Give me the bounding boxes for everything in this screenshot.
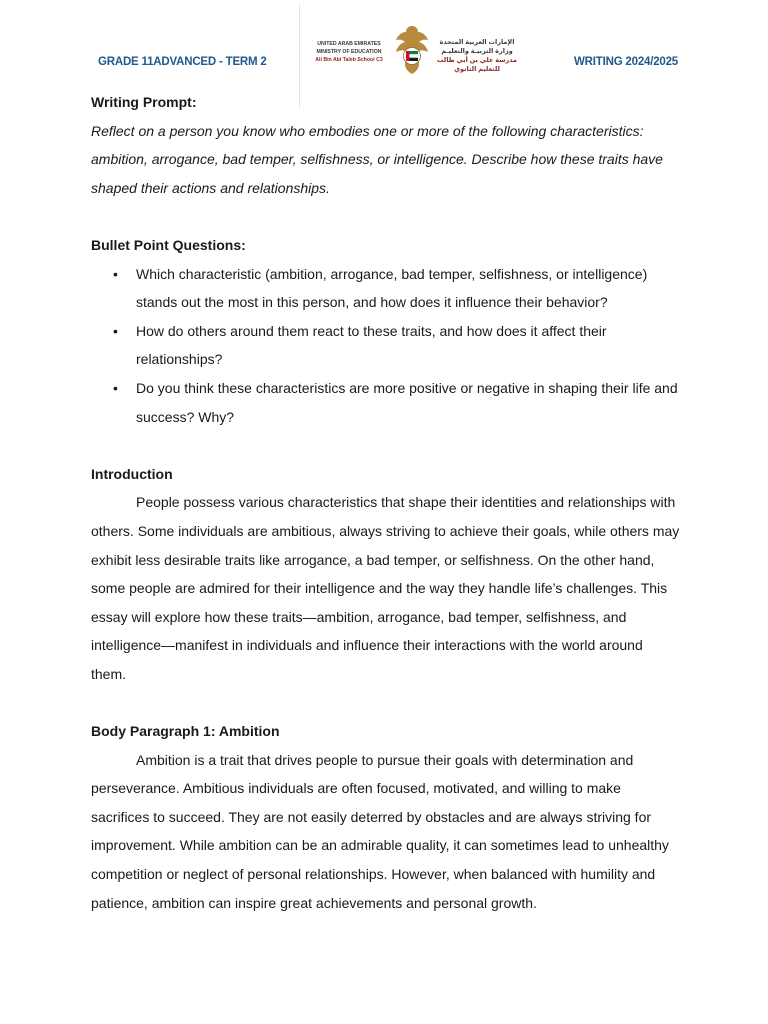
writing-year-label: WRITING 2024/2025 [574, 56, 678, 68]
body-paragraph-1-section [91, 717, 681, 917]
writing-prompt-heading: Writing Prompt: [91, 94, 197, 110]
list-item: • Do you think these characteristics are more positive or negative in shaping their life and success? Why? [136, 374, 681, 431]
writing-prompt-text: Reflect on a person you know who embodies one or more of the following characteristics: ambition, arrogance, bad temper, selfishness, or intelligence. Describe how these traits have shaped their actions and relationships. [91, 122, 663, 196]
logo-ar-line-country: الإمارات العربية المتحدة [439, 39, 515, 46]
document-body [91, 88, 681, 917]
body-paragraph-1-text: Ambition is a trait that drives people to pursue their goals with determination and perseverance. Ambitious individuals are often focused, motivated, and willing to make sacrifices to succeed. They are not easily deterred by obstacles and are always striving for improvement. While ambition can be an admirable quality, it can sometimes lead to unhealthy competition or neglect of personal relationships. However, when balanced with humility and patience, ambition can inspire great achievements and personal growth. [91, 751, 669, 911]
bullet-questions-heading: Bullet Point Questions: [91, 236, 246, 253]
uae-emblem-icon [392, 24, 432, 76]
logo-arabic-text [434, 38, 520, 74]
spacer [91, 431, 681, 460]
writing-prompt-section [91, 88, 681, 202]
spacer [91, 688, 681, 717]
introduction-paragraph: People possess various characteristics that shape their identities and relationships with others. Some individuals are ambitious, always striving to achieve their goals, while others may exhibit less desirable traits like arrogance, a bad temper, or selfishness. On the other hand, some people are admired for their intelligence and the way they handle life’s challenges. This essay will explore how these traits—ambition, arrogance, bad temper, selfishness, and intelligence—manifest in individuals and influence their interactions with the world around them. [91, 494, 680, 682]
logo-en-line-school: Ali Bin Abi Taleb School C3 [315, 57, 383, 63]
spacer [91, 202, 681, 231]
logo-ar-line-ministry: وزارة التربيـة والتعليـم [441, 48, 513, 55]
introduction-heading: Introduction [91, 465, 173, 482]
body-paragraph-1-heading: Body Paragraph 1: Ambition [91, 723, 280, 740]
logo-english-text [308, 40, 390, 64]
grade-term-label: GRADE 11ADVANCED - TERM 2 [98, 56, 267, 68]
logo-en-line-country: UNITED ARAB EMIRATES [317, 41, 381, 47]
bullet-questions-section [91, 231, 681, 431]
list-item: • Which characteristic (ambition, arrogance, bad temper, selfishness, or intelligence) stands out the most in this person, and how does it influence their behavior? [136, 260, 681, 317]
list-item: • How do others around them react to these traits, and how does it affect their relationships? [136, 317, 681, 374]
ministry-logo [308, 24, 520, 76]
bullet-questions-list [91, 260, 681, 432]
logo-en-line-ministry: MINISTRY OF EDUCATION [316, 49, 382, 55]
introduction-section [91, 460, 681, 689]
logo-ar-line-school: مدرسة علي بن أبي طالب للتعليم الثانوي [436, 57, 518, 73]
